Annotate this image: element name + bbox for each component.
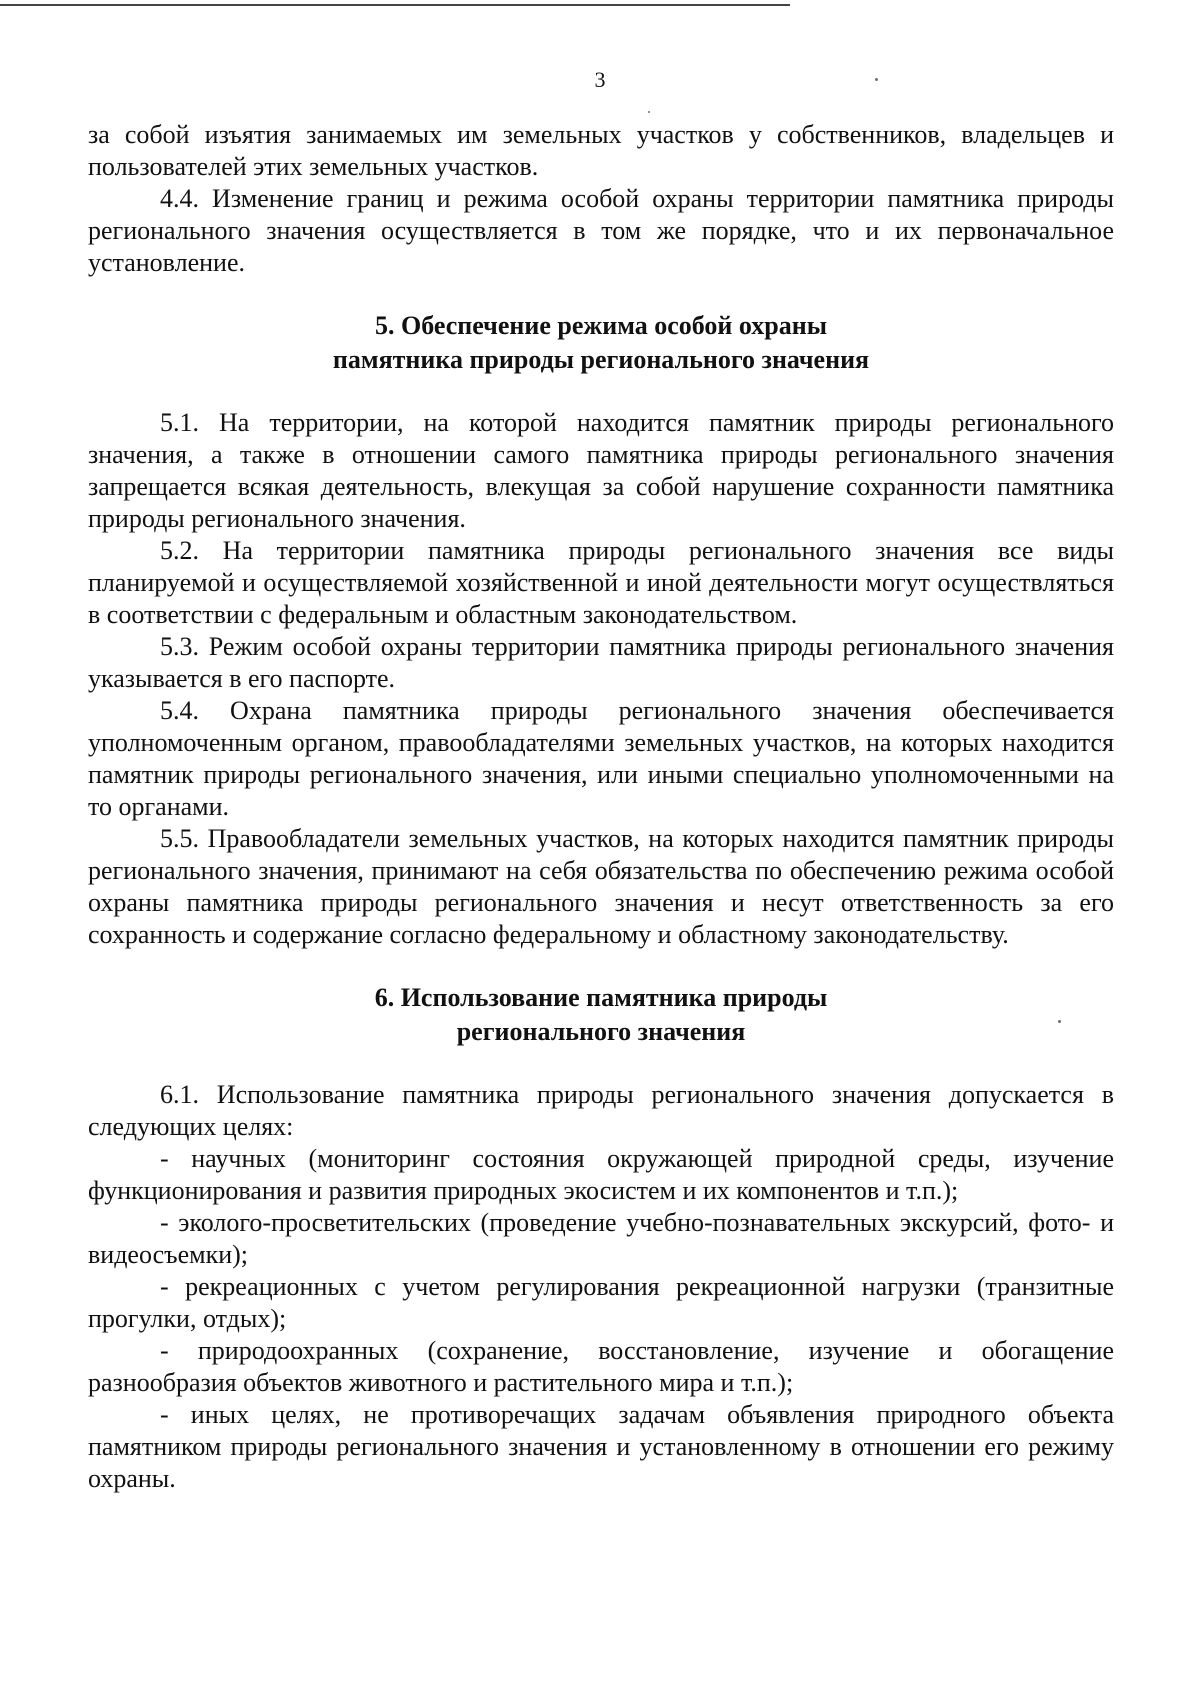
section-6-heading-line-1: 6. Использование памятника природы (374, 983, 828, 1012)
spacer (88, 377, 1114, 407)
list-item: - иных целях, не противоречащих задачам объявления природного объекта памятником природы регионального значения и установленному в отношении его режиму охраны. (88, 1400, 1114, 1493)
section-6-heading-line-2: регионального значения (456, 1017, 746, 1046)
list-item: - рекреационных с учетом регулирования рекреационной нагрузки (транзитные прогулки, отдых); (88, 1272, 1114, 1333)
scan-border-line (0, 4, 790, 6)
spacer (88, 951, 1114, 981)
page-number: 3 (594, 67, 606, 92)
list-item: - природоохранных (сохранение, восстановление, изучение и обогащение разнообразия объектов животного и растительного мира и т.п.); (88, 1336, 1114, 1397)
paragraph-5-3: 5.3. Режим особой охраны территории памятника природы регионального значения указывается в его паспорте. (88, 632, 1114, 693)
spacer (88, 1049, 1114, 1079)
section-5-heading (88, 309, 1114, 377)
paragraph-6-1: 6.1. Использование памятника природы регионального значения допускается в следующих целях: (88, 1080, 1114, 1141)
document-body (88, 119, 1114, 1495)
paragraph-4-4: 4.4. Изменение границ и режима особой охраны территории памятника природы регионального значения осуществляется в том же порядке, что и их первоначальное установление. (88, 184, 1114, 277)
spacer (88, 279, 1114, 309)
scan-speck (648, 111, 650, 113)
section-5-heading-line-2: памятника природы регионального значения (332, 345, 870, 374)
paragraph-5-5: 5.5. Правообладатели земельных участков, на которых находится памятник природы регионального значения, принимают на себя обязательства по обеспечению режима особой охраны памятника природы регионального значения и несут ответственность за его сохранность и содержание согласно федеральному и областному законодательству. (88, 824, 1114, 949)
list-item: - научных (мониторинг состояния окружающей природной среды, изучение функционирования и развития природных экосистем и их компонентов и т.п.); (88, 1144, 1114, 1205)
paragraph-continuation: за собой изъятия занимаемых им земельных участков у собственников, владельцев и пользователей этих земельных участков. (88, 120, 1114, 181)
list-item: - эколого-просветительских (проведение учебно-познавательных экскурсий, фото- и видеосъемки); (88, 1208, 1114, 1269)
paragraph-5-2: 5.2. На территории памятника природы регионального значения все виды планируемой и осуществляемой хозяйственной и иной деятельности могут осуществляться в соответствии с федеральным и областным законодательством. (88, 536, 1114, 629)
section-6-heading (88, 981, 1114, 1049)
paragraph-5-1: 5.1. На территории, на которой находится памятник природы регионального значения, а также в отношении самого памятника природы регионального значения запрещается всякая деятельность, влекущая за собой нарушение сохранности памятника природы регионального значения. (88, 408, 1114, 533)
paragraph-5-4: 5.4. Охрана памятника природы регионального значения обеспечивается уполномоченным органом, правообладателями земельных участков, на которых находится памятник природы регионального значения, или иными специально уполномоченными на то органами. (88, 696, 1114, 821)
section-5-heading-line-1: 5. Обеспечение режима особой охраны (375, 311, 827, 340)
